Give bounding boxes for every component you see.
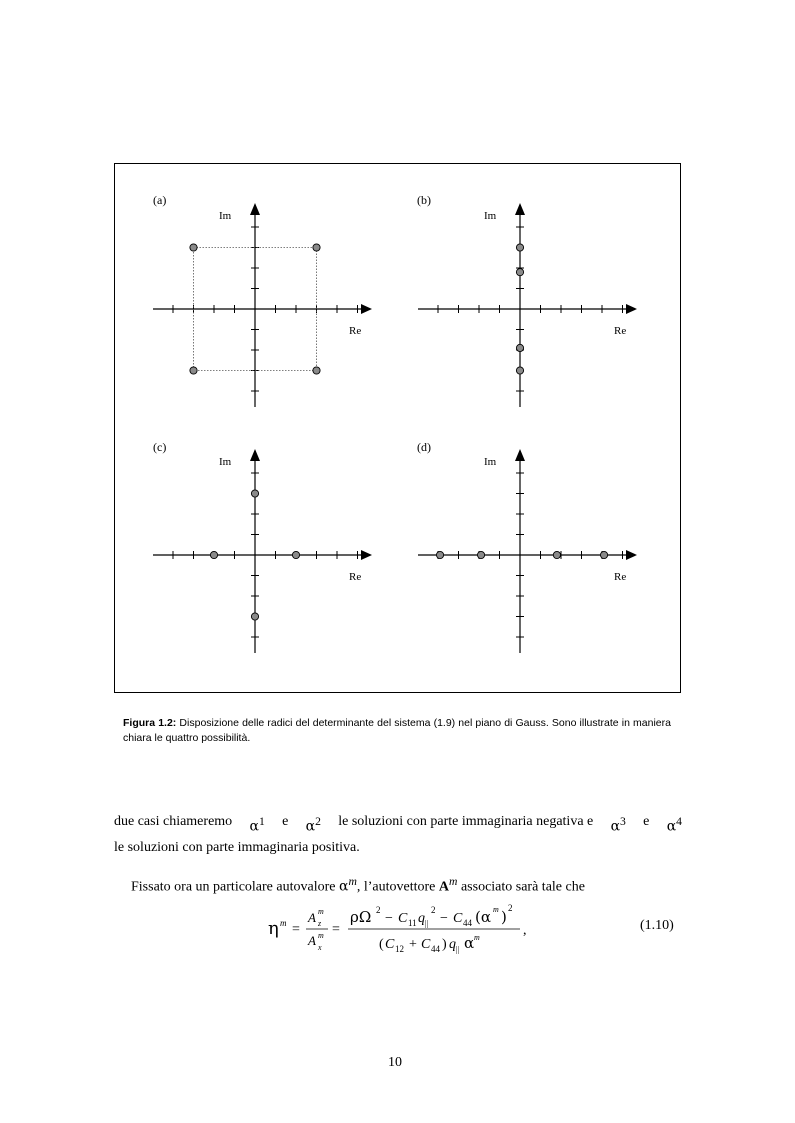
- root-point: [251, 613, 258, 620]
- caption-text: Disposizione delle radici del determinante del sistema (1.9) nel piano di Gauss. Sono illustrate in maniera chiara le quattro possibilità.: [123, 717, 671, 744]
- eq-lhs: η: [268, 918, 279, 939]
- den-plus: +: [409, 937, 417, 952]
- num-c11-sub: 11: [408, 918, 417, 928]
- text-run: le soluzioni con parte immaginaria negativa e: [338, 814, 594, 829]
- re-label: Re: [614, 325, 627, 337]
- num-c44: C: [453, 911, 463, 926]
- re-axis-arrow: [361, 304, 372, 314]
- figure-roots-plots: [115, 164, 682, 694]
- num-minus-2: −: [440, 911, 448, 926]
- num-alpha-sup: m: [493, 905, 499, 914]
- den-c12: C: [385, 937, 395, 952]
- den-alpha-sup: m: [474, 933, 480, 942]
- figure-caption: [123, 716, 671, 746]
- root-point: [600, 551, 607, 558]
- im-axis-arrow: [250, 449, 260, 461]
- num-minus-1: −: [385, 911, 393, 926]
- figure-frame: [114, 163, 681, 693]
- paragraph: [131, 872, 699, 898]
- im-label: Im: [484, 210, 497, 222]
- panel-label: (a): [153, 193, 167, 207]
- re-label: Re: [349, 325, 362, 337]
- alpha-1: $\alpha^1$: [249, 815, 265, 835]
- root-point: [313, 367, 320, 374]
- eq-equals-1: =: [292, 922, 300, 937]
- root-point: [516, 244, 523, 251]
- equation-number: (1.10): [640, 918, 674, 933]
- im-axis-arrow: [250, 203, 260, 215]
- num-q-sub: ||: [425, 919, 429, 928]
- root-point: [436, 551, 443, 558]
- im-axis-arrow: [515, 203, 525, 215]
- num-c44-sub: 44: [463, 918, 472, 928]
- superscript: m: [449, 875, 458, 888]
- frac1-num-sup: m: [318, 907, 324, 916]
- re-label: Re: [614, 571, 627, 583]
- num-q: q: [418, 911, 425, 926]
- root-point: [477, 551, 484, 558]
- text-run: Fissato ora un particolare autovalore: [131, 879, 339, 895]
- eq-lhs-sup: m: [280, 918, 287, 928]
- paragraph-line: [114, 812, 682, 838]
- root-point: [516, 367, 523, 374]
- panel-label: (d): [417, 440, 431, 454]
- eq-comma: ,: [523, 923, 527, 938]
- im-label: Im: [484, 456, 497, 468]
- re-axis-arrow: [626, 550, 637, 560]
- frac1-den-sup: m: [318, 931, 324, 940]
- superscript: 2: [315, 815, 321, 828]
- num-q-sq: 2: [431, 905, 436, 915]
- alpha-3: $\alpha^3$: [610, 815, 626, 835]
- den-q-sub: ||: [456, 945, 460, 954]
- eq-equals-2: =: [332, 922, 340, 937]
- panel-label: (b): [417, 193, 431, 207]
- alpha-4: $\alpha^4$: [666, 815, 682, 835]
- den-open: (: [379, 937, 384, 952]
- num-c11: C: [398, 911, 408, 926]
- page-number: 10: [388, 1055, 402, 1070]
- im-label: Im: [219, 456, 232, 468]
- text-run: e: [282, 814, 289, 829]
- alpha-2: $\alpha^2$: [305, 815, 321, 835]
- root-point: [292, 551, 299, 558]
- den-alpha: α: [464, 934, 475, 952]
- root-point: [516, 269, 523, 276]
- root-point: [516, 344, 523, 351]
- alpha-symbol: α: [338, 878, 349, 895]
- im-axis-arrow: [515, 449, 525, 461]
- panel-label: (c): [153, 440, 167, 454]
- den-c44: C: [421, 937, 431, 952]
- re-axis-arrow: [626, 304, 637, 314]
- frac1-num-sub: z: [318, 919, 322, 928]
- superscript: 4: [676, 815, 682, 828]
- num-rho-omega: ρΩ: [350, 908, 372, 926]
- num-alpha: (α: [475, 908, 491, 926]
- den-c12-sub: 12: [395, 944, 404, 954]
- caption-label: Figura 1.2:: [123, 717, 177, 729]
- text-run: e: [643, 814, 650, 829]
- den-close: ): [442, 937, 447, 952]
- equation-1-10: [268, 898, 568, 958]
- im-label: Im: [219, 210, 232, 222]
- num-close: ): [501, 908, 507, 926]
- den-c44-sub: 44: [431, 944, 440, 954]
- root-point: [313, 244, 320, 251]
- frac1-num: A: [308, 910, 316, 925]
- root-point: [190, 244, 197, 251]
- superscript: 1: [258, 815, 265, 828]
- root-point: [251, 490, 258, 497]
- superscript: 3: [620, 815, 626, 828]
- frac1-den-sub: x: [318, 943, 322, 952]
- paragraph-line: le soluzioni con parte immaginaria positiva.: [114, 840, 360, 855]
- root-point: [190, 367, 197, 374]
- re-axis-arrow: [361, 550, 372, 560]
- eigenvector-symbol: A: [438, 879, 450, 895]
- num-sq: 2: [376, 905, 381, 915]
- text-run: , l’autovettore: [356, 879, 439, 895]
- re-label: Re: [349, 571, 362, 583]
- frac1-den: A: [308, 933, 316, 948]
- text-run: associato sarà tale che: [457, 879, 585, 895]
- num-alpha-sq: 2: [508, 903, 513, 913]
- root-point: [210, 551, 217, 558]
- root-point: [553, 551, 560, 558]
- superscript: m: [348, 875, 357, 888]
- den-q: q: [449, 937, 456, 952]
- text-run: due casi chiameremo: [114, 814, 233, 829]
